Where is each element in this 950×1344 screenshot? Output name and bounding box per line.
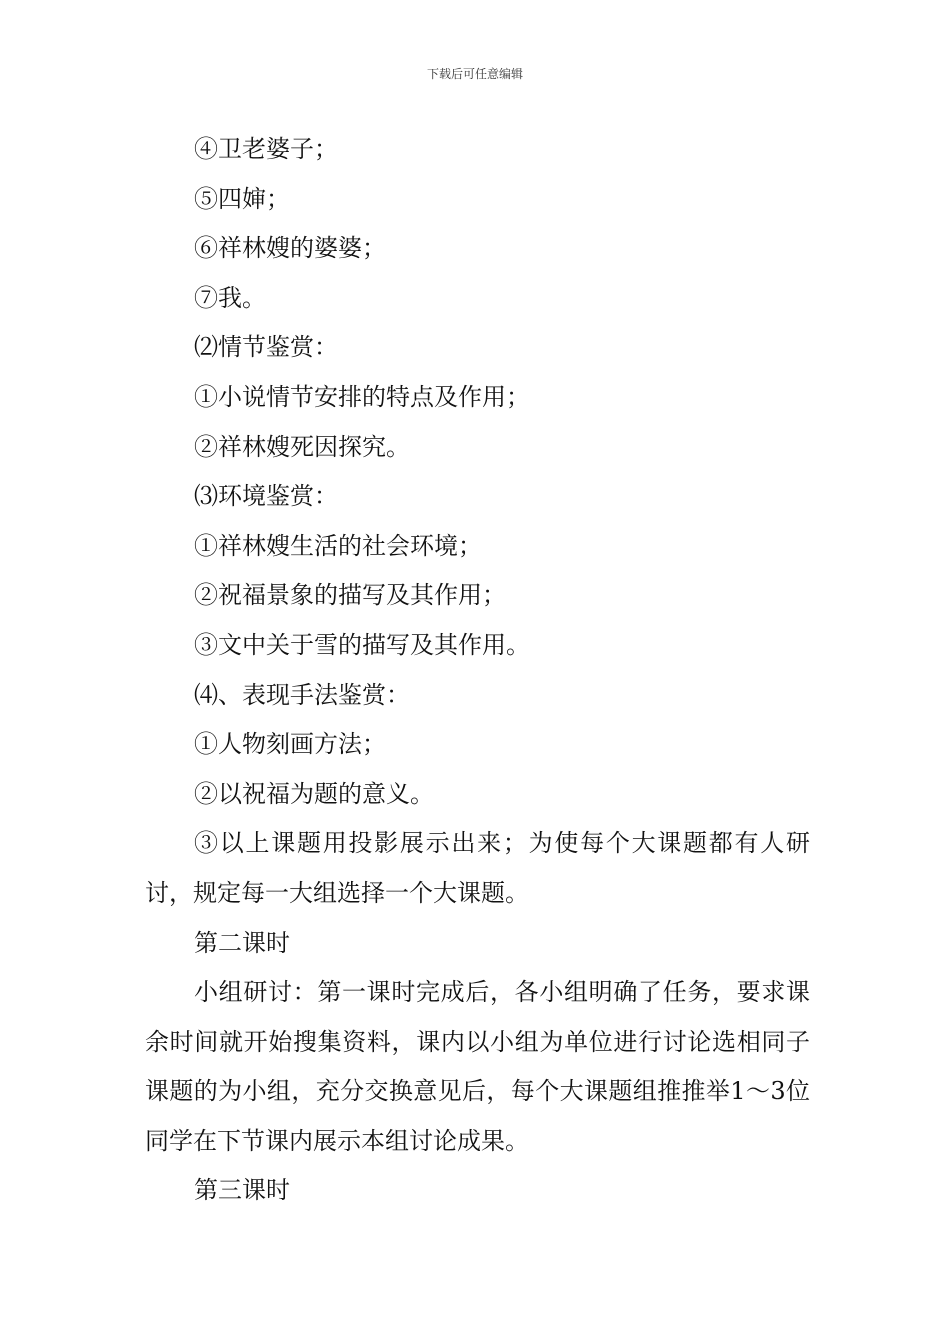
item-wo: ⑦我。 — [194, 283, 266, 312]
heading-second-lesson: 第二课时 — [194, 928, 290, 957]
item-si-shen: ⑤四婶； — [194, 184, 290, 213]
section-plot-heading: ⑵情节鉴赏： — [194, 333, 338, 362]
heading-third-lesson: 第三课时 — [194, 1176, 290, 1205]
item-mother-in-law: ⑥祥林嫂的婆婆； — [194, 234, 386, 263]
section-environment-heading: ⑶环境鉴赏： — [194, 482, 338, 511]
document-body — [145, 125, 810, 1216]
item-blessing-scene: ②祝福景象的描写及其作用； — [194, 581, 506, 610]
item-social-environment: ①祥林嫂生活的社会环境； — [194, 531, 482, 560]
item-characterization: ①人物刻画方法； — [194, 730, 386, 759]
item-wei-laopozi: ④卫老婆子； — [194, 135, 338, 163]
page-header: 下载后可任意编辑 — [426, 67, 523, 81]
item-title-meaning: ②以祝福为题的意义。 — [194, 779, 434, 808]
item-plot-features: ①小说情节安排的特点及作用； — [194, 382, 530, 411]
paragraph-group-discussion: 小组研讨：第一课时完成后，各小组明确了任务，要求课余时间就开始搜集资料，课内以小组为单位进行讨论选相同子课题的为小组，充分交换意见后，每个大课题组推推举1～3位同学在下节课内展示本组讨论成果。 — [145, 978, 810, 1155]
paragraph-projection: ③以上课题用投影展示出来；为使每个大课题都有人研讨，规定每一大组选择一个大课题。 — [145, 829, 810, 907]
item-snow-description: ③文中关于雪的描写及其作用。 — [194, 630, 530, 659]
section-technique-heading: ⑷、表现手法鉴赏： — [194, 680, 410, 709]
item-death-cause: ②祥林嫂死因探究。 — [194, 432, 410, 461]
